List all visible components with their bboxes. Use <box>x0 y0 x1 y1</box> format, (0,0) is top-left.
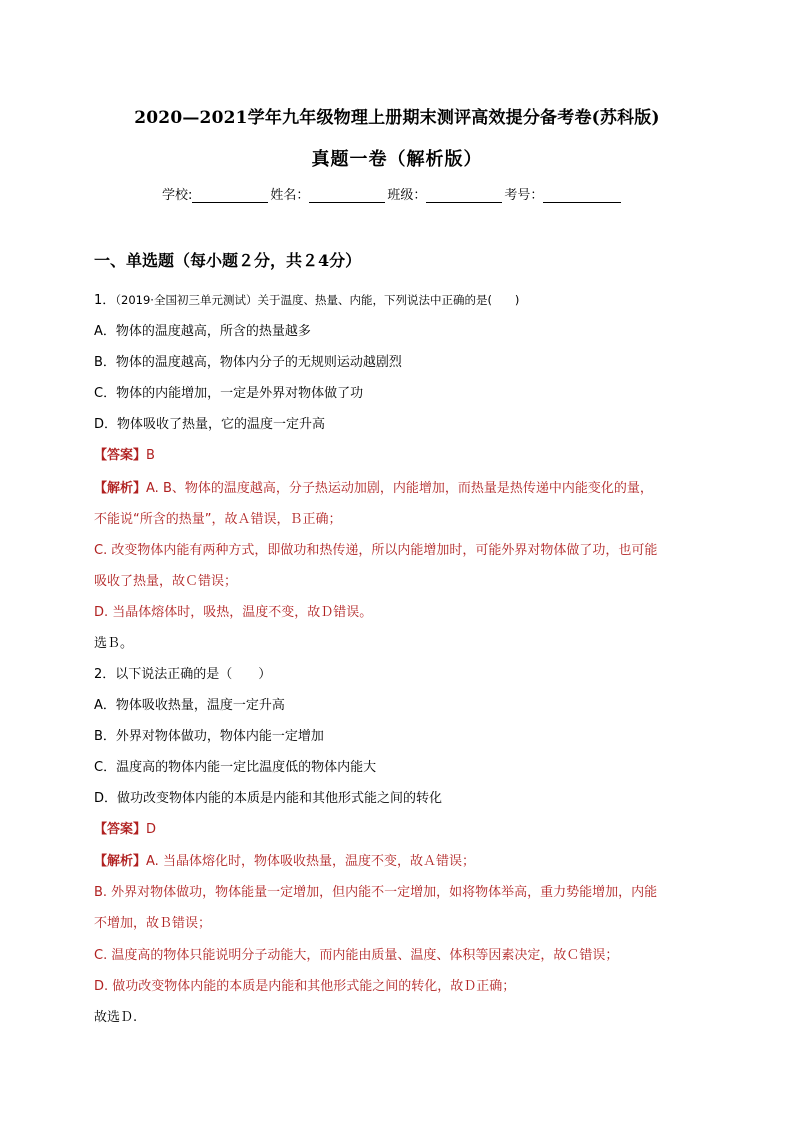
question-1-option-b: B．物体的温度越高，物体内分子的无规则运动越剧烈 <box>94 355 402 370</box>
question-1-analysis-line: D. 当晶体熔体时，吸热，温度不变，故Ｄ错误。 <box>94 605 373 620</box>
question-1-option-d: D．物体吸收了热量，它的温度一定升高 <box>94 417 326 432</box>
question-1-analysis-line: 不能说“所含的热量”，故Ａ错误，Ｂ正确； <box>94 512 342 527</box>
question-1-option-c: C．物体的内能增加，一定是外界对物体做了功 <box>94 386 364 401</box>
question-2-analysis-line: 不增加，故Ｂ错误； <box>94 916 212 931</box>
document-title: 2020—2021学年九年级物理上册期末测评高效提分备考卷(苏科版) <box>134 108 660 128</box>
question-1-stem <box>94 289 519 308</box>
answer-value: B <box>146 448 155 463</box>
question-2-analysis-line <box>94 850 475 869</box>
question-1-conclusion: 选Ｂ。 <box>94 636 134 651</box>
question-2-option-d: D．做功改变物体内能的本质是内能和其他形式能之间的转化 <box>94 791 443 806</box>
question-2-analysis-line: B. 外界对物体做功，物体能量一定增加，但内能不一定增加，如将物体举高，重力势能增加，内能 <box>94 885 658 900</box>
question-number: 1． <box>94 293 116 308</box>
class-label: 班级： <box>387 188 427 203</box>
section-title: 一、单选题（每小题２分，共２4分） <box>94 251 362 270</box>
question-1-analysis-line: C. 改变物体内能有两种方式，即做功和热传递，所以内能增加时，可能外界对物体做了功，也可能 <box>94 543 658 558</box>
question-1-analysis-line <box>94 477 653 496</box>
analysis-text: A. 当晶体熔化时，物体吸收热量，温度不变，故Ａ错误； <box>146 854 475 869</box>
exam-number-field[interactable] <box>543 188 621 203</box>
question-2-answer <box>94 818 156 837</box>
question-number: 2． <box>94 667 116 682</box>
question-text: 以下说法正确的是（ ） <box>115 667 272 682</box>
analysis-text: A. B、物体的温度越高，分子热运动加剧，内能增加，而热量是热传递中内能变化的量， <box>146 481 653 496</box>
question-2-option-a: A．物体吸收热量，温度一定升高 <box>94 698 285 713</box>
name-label: 姓名： <box>270 188 310 203</box>
question-2-option-c: C．温度高的物体内能一定比温度低的物体内能大 <box>94 760 377 775</box>
question-text: 关于温度、热量、内能，下列说法中正确的是( ) <box>257 293 520 307</box>
question-source: （2019·全国初三单元测试） <box>115 293 258 307</box>
answer-tag: 【答案】 <box>94 822 147 837</box>
exam-number-label: 考号： <box>504 188 544 203</box>
class-field[interactable] <box>426 188 502 203</box>
question-2-analysis-line: D. 做功改变物体内能的本质是内能和其他形式能之间的转化，故Ｄ正确； <box>94 979 516 994</box>
answer-value: D <box>146 822 157 837</box>
answer-tag: 【答案】 <box>94 448 147 463</box>
question-2-conclusion: 故选Ｄ. <box>94 1010 138 1025</box>
analysis-tag: 【解析】 <box>94 481 147 496</box>
question-2-option-b: B．外界对物体做功，物体内能一定增加 <box>94 729 324 744</box>
student-info-row <box>162 184 623 203</box>
question-2-analysis-line: C. 温度高的物体只能说明分子动能大，而内能由质量、温度、体积等因素决定，故Ｃ错误； <box>94 948 619 963</box>
document-subtitle: 真题一卷（解析版） <box>311 149 483 170</box>
name-field[interactable] <box>309 188 385 203</box>
school-label: 学校: <box>162 188 193 203</box>
question-1-option-a: A．物体的温度越高，所含的热量越多 <box>94 324 311 339</box>
analysis-tag: 【解析】 <box>94 854 147 869</box>
question-2-stem <box>94 663 271 682</box>
question-1-answer <box>94 444 155 463</box>
question-1-analysis-line: 吸收了热量，故Ｃ错误； <box>94 574 238 589</box>
school-field[interactable] <box>192 188 268 203</box>
